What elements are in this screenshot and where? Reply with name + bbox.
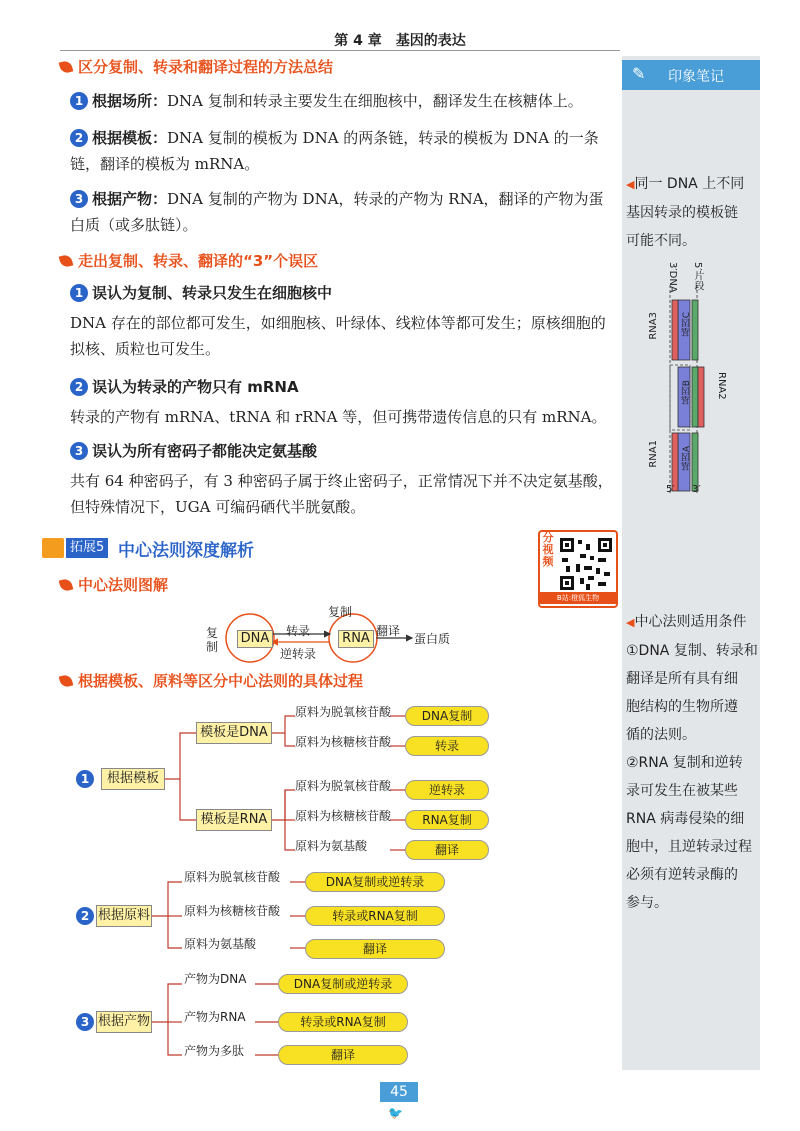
tree1-result-pill: 翻译 [405, 840, 489, 860]
number-badge: 2 [70, 378, 88, 396]
tree2-result-pill: 转录或RNA复制 [305, 906, 445, 926]
tree1-leaf-label: 原料为脱氧核苷酸 [295, 779, 392, 793]
sidebar-header [622, 60, 760, 90]
cd-title: 中心法则图解 [78, 576, 169, 594]
note-line: 可能不同。 [626, 233, 696, 249]
tree1-root: 根据模板 [101, 768, 165, 790]
item-label: 根据产物： [92, 190, 168, 208]
misconception-heading: 误认为所有密码子都能决定氨基酸 [92, 442, 318, 460]
tree3-leaf-label: 产物为多肽 [184, 1044, 245, 1058]
cd-reverse: 逆转录 [280, 647, 317, 661]
number-badge: 3 [70, 190, 88, 208]
note-line: 必须有逆转录酶的 [626, 867, 738, 883]
cd-translate: 翻译 [376, 624, 401, 638]
item-label: 根据场所： [92, 92, 168, 110]
item-text: DNA 复制的模板为 DNA 的两条链，转录的模板为 DNA 的一条链，翻译的模板为 mRNA。 [70, 129, 599, 173]
note-line: 参与。 [626, 895, 668, 911]
tree3-leaf-label: 产物为DNA [184, 972, 247, 986]
video-source: B站:橙狐生物 [540, 592, 616, 604]
tree3-result-pill: 翻译 [278, 1045, 408, 1065]
sidebar-title: 印象笔记 [668, 69, 724, 85]
note-line: 同一 DNA 上不同 [634, 176, 745, 192]
tree1-leaf-label: 原料为核糖核苷酸 [295, 735, 392, 749]
fig-bottom-5: 5′ [666, 484, 675, 495]
tree1-leaf-label: 原料为脱氧核苷酸 [295, 705, 392, 719]
tree1-result-pill: 逆转录 [405, 780, 489, 800]
tree3-result-pill: DNA复制或逆转录 [278, 974, 408, 994]
cd-transcribe: 转录 [286, 624, 311, 638]
misconception-text: DNA 存在的部位都可发生，如细胞核、叶绿体、线粒体等都可发生；原核细胞的拟核、质粒也可发生。 [70, 314, 606, 358]
tree2-leaf-label: 原料为核糖核苷酸 [184, 904, 281, 918]
tree2-number: 2 [76, 907, 94, 925]
cd-rna-box: RNA [338, 630, 374, 648]
tree2-result-pill: DNA复制或逆转录 [305, 872, 445, 892]
video-label: 分视频 [542, 531, 554, 568]
page-number: 45 [380, 1082, 418, 1102]
tree3-leaf-label: 产物为RNA [184, 1010, 246, 1024]
note-line: ①DNA 复制、转录和 [626, 643, 758, 659]
cd-protein: 蛋白质 [414, 632, 451, 646]
tree2-leaf-label: 原料为脱氧核苷酸 [184, 870, 281, 884]
tree1-leaf-label: 原料为氨基酸 [295, 839, 368, 853]
item-text: DNA 复制和转录主要发生在细胞核中，翻译发生在核糖体上。 [167, 92, 583, 110]
fig-rna2: RNA2 [716, 372, 727, 400]
tree-title: 根据模板、原料等区分中心法则的具体过程 [78, 672, 364, 690]
tree2-leaf-label: 原料为氨基酸 [184, 937, 257, 951]
misconception-text: 转录的产物有 mRNA、tRNA 和 rRNA 等，但可携带遗传信息的只有 mRNA。 [70, 408, 607, 426]
sidebar-note2 [626, 608, 760, 917]
number-badge: 1 [70, 92, 88, 110]
triangle-icon: ◀ [626, 616, 635, 629]
note-title: 中心法则适用条件 [634, 614, 747, 630]
tree1-result-pill: 转录 [405, 736, 489, 756]
number-badge: 2 [70, 129, 88, 147]
note-line: 胞结构的生物所遵 [626, 699, 738, 715]
tree1-branch-dna: 模板是DNA [196, 722, 272, 744]
tree1-result-pill: DNA复制 [405, 706, 489, 726]
fig-gene-c: 基因C [682, 312, 692, 337]
cd-replicate-top: 复制 [328, 605, 353, 619]
note-line: 胞中，且逆转录过程 [626, 839, 752, 855]
item-label: 根据模板： [92, 129, 168, 147]
fig-bottom-3: 3′ [692, 484, 701, 495]
tree1-leaf-label: 原料为核糖核苷酸 [295, 809, 392, 823]
tree1-branch-rna: 模板是RNA [196, 809, 272, 831]
fig-rna1: RNA1 [648, 440, 659, 468]
fig-dna-label: 3′DNA [667, 262, 678, 293]
tree3-root: 根据产物 [96, 1011, 152, 1033]
item-text: DNA 复制的产物为 DNA，转录的产物为 RNA，翻译的产物为蛋白质（或多肽链）。 [70, 190, 604, 234]
misconception-text: 共有 64 种密码子，有 3 种密码子属于终止密码子，正常情况下并不决定氨基酸，但特殊情况下，UGA 可编码硒代半胱氨酸。 [70, 472, 613, 516]
section2-title: 走出复制、转录、翻译的“3”个误区 [78, 252, 319, 270]
misconception-heading: 误认为转录的产物只有 mRNA [92, 378, 299, 396]
note-line: 循的法则。 [626, 727, 696, 743]
tree3-number: 3 [76, 1013, 94, 1031]
cd-replicate-left: 复制 [206, 626, 219, 654]
tree1-result-pill: RNA复制 [405, 810, 489, 830]
fig-gene-a: 基因A [682, 446, 692, 471]
note-icon: ✎ [632, 64, 646, 83]
number-badge: 1 [70, 284, 88, 302]
fig-frag-label: 5′片段 [692, 262, 703, 291]
misconception-heading: 误认为复制、转录只发生在细胞核中 [92, 284, 333, 302]
tree2-result-pill: 翻译 [305, 939, 445, 959]
note-line: ②RNA 复制和逆转 [626, 755, 743, 771]
number-badge: 3 [70, 442, 88, 460]
chapter-header: 第 4 章 基因的表达 [334, 33, 466, 49]
fig-rna3: RNA3 [648, 312, 659, 340]
fig-gene-b: 基因B [682, 380, 692, 405]
extension-tag: 拓展5 [66, 538, 108, 558]
tree2-root: 根据原料 [96, 905, 152, 927]
note-line: 翻译是所有具有细 [626, 671, 738, 687]
triangle-icon: ◀ [626, 178, 635, 191]
note-line: 录可发生在被某些 [626, 783, 738, 799]
tree1-number: 1 [76, 770, 94, 788]
extension-title: 中心法则深度解析 [118, 541, 254, 561]
note-line: RNA 病毒侵染的细 [626, 811, 745, 827]
cd-dna-box: DNA [237, 630, 273, 648]
section1-title: 区分复制、转录和翻译过程的方法总结 [78, 58, 334, 76]
bird-icon: 🐦 [388, 1106, 403, 1120]
sidebar-note1 [626, 170, 760, 255]
tree3-result-pill: 转录或RNA复制 [278, 1012, 408, 1032]
note-line: 基因转录的模板链 [626, 205, 738, 221]
